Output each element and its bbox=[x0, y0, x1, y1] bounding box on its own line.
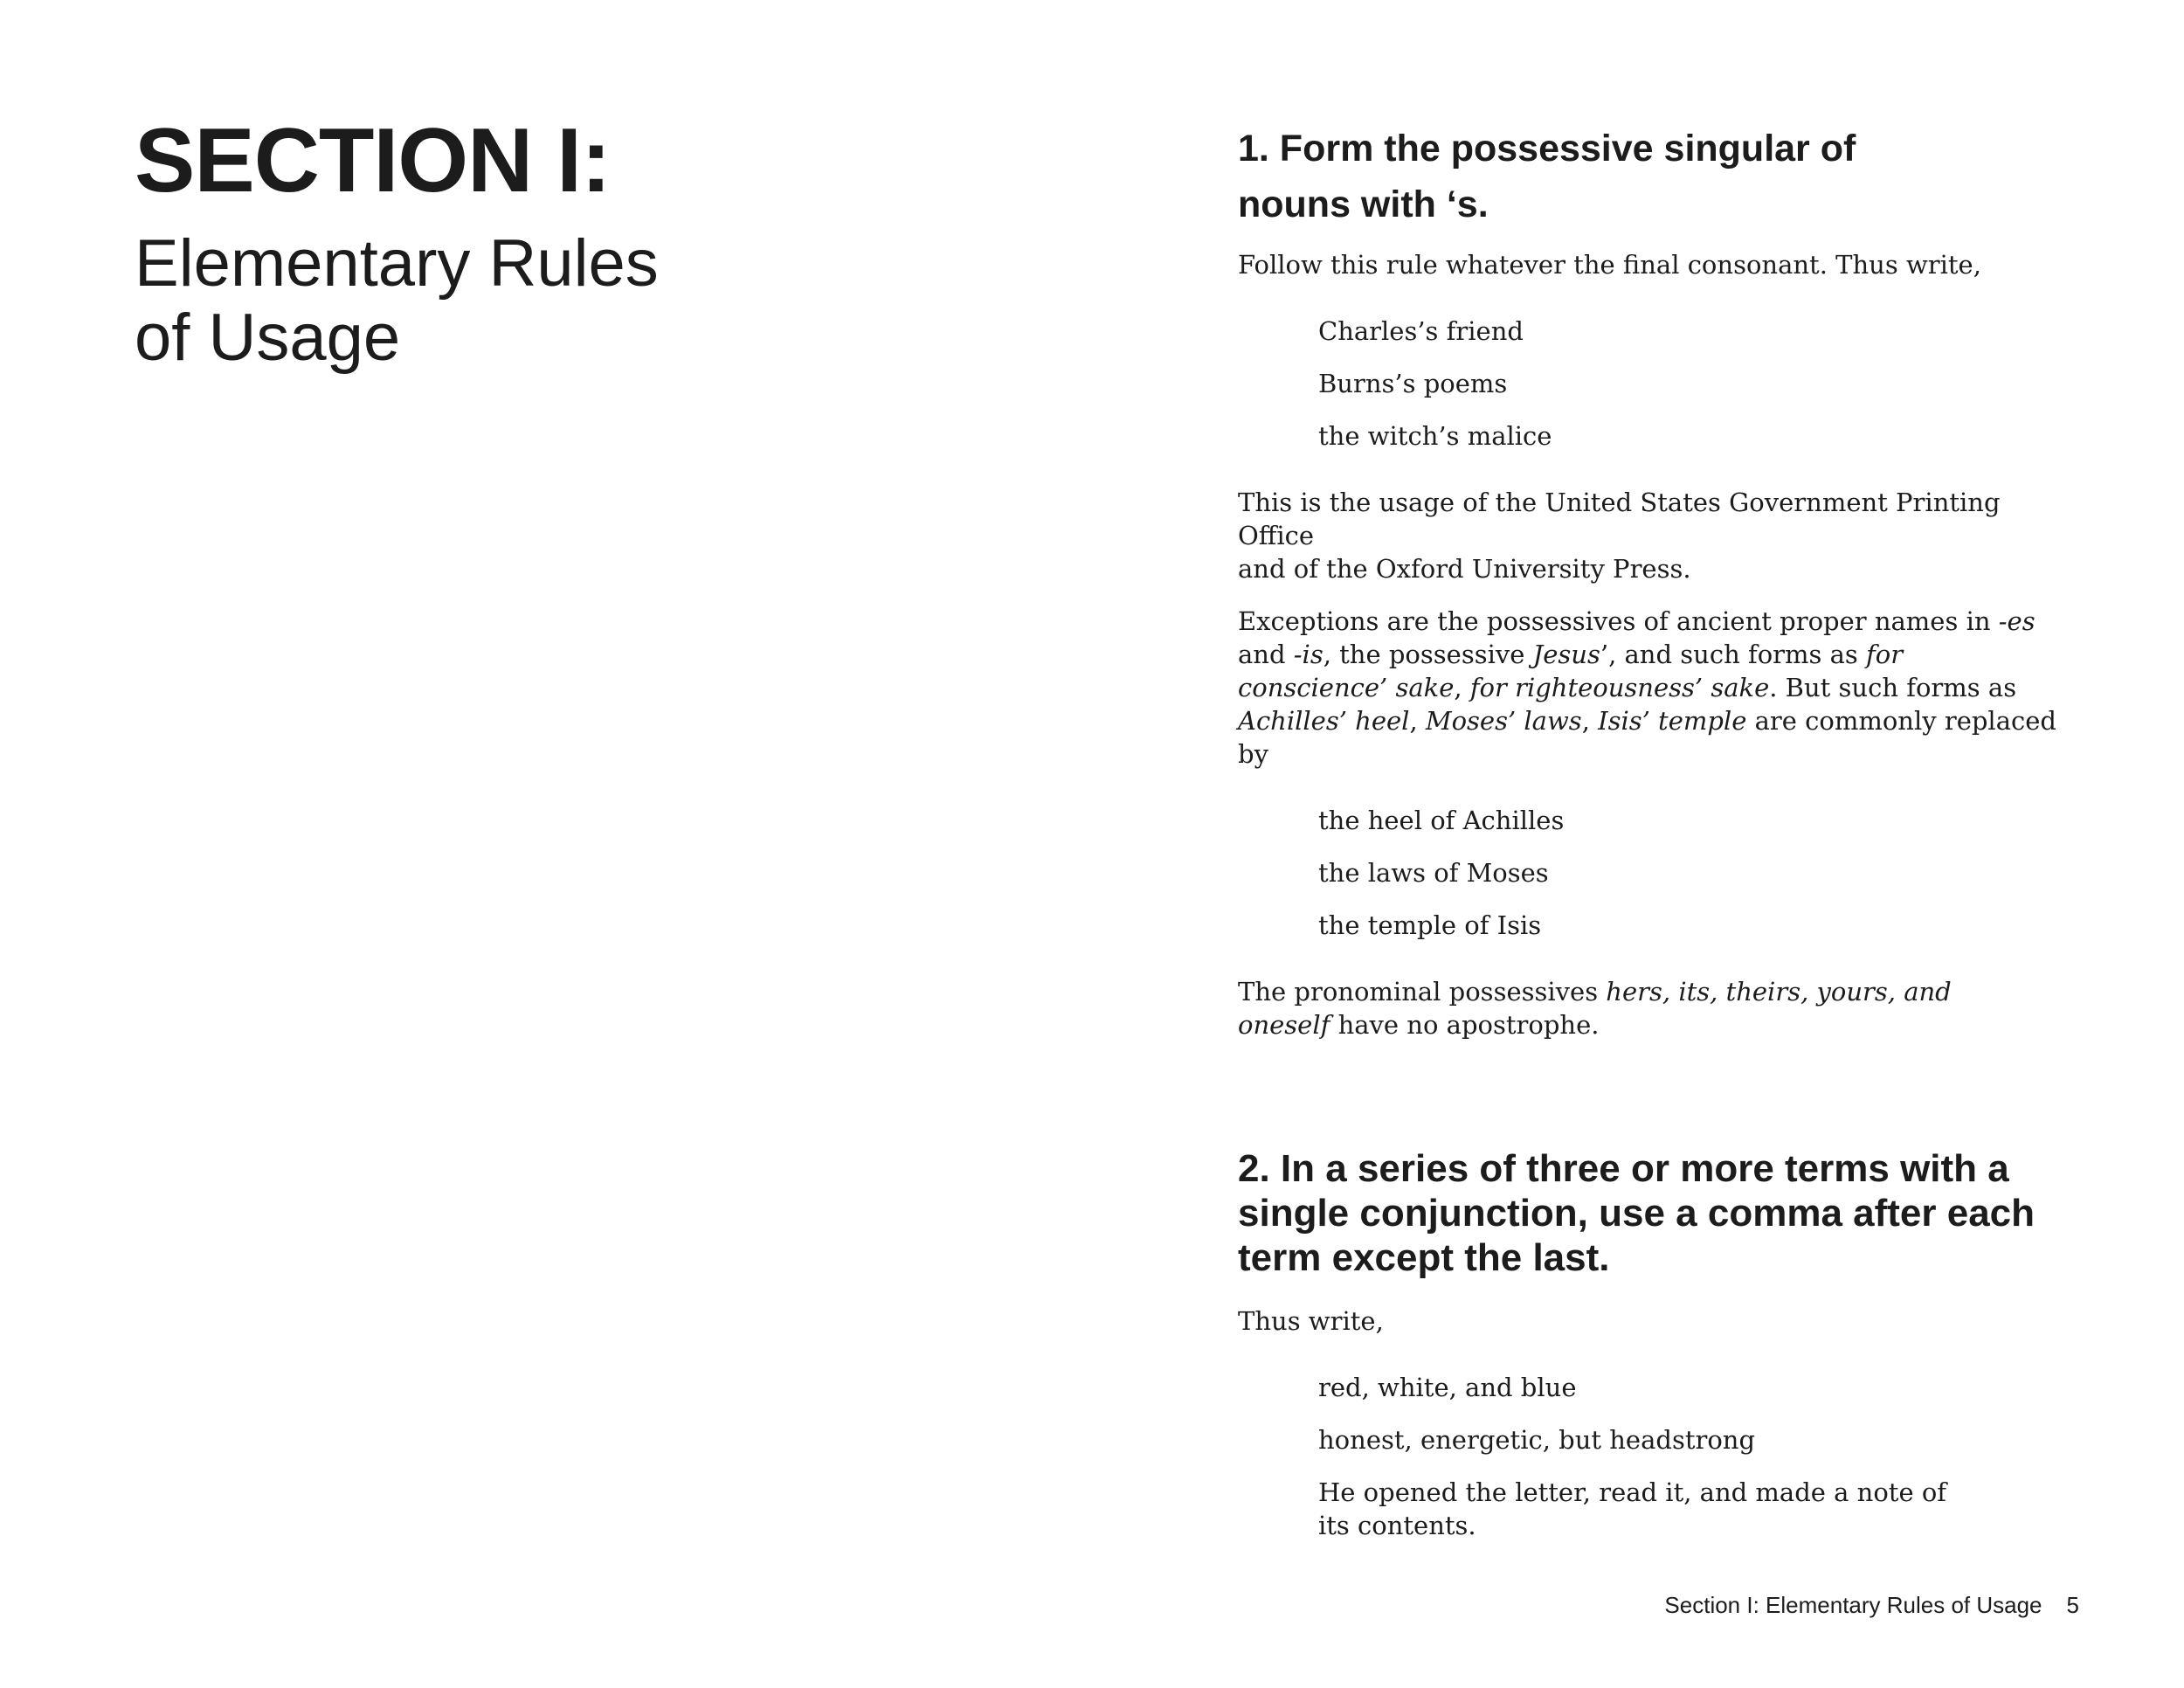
italic-term: Moses’ laws bbox=[1425, 706, 1582, 736]
rule-2-intro: Thus write, bbox=[1238, 1306, 1384, 1336]
example-item: honest, energetic, but headstrong bbox=[1318, 1425, 1756, 1455]
text-run: , bbox=[1581, 706, 1599, 736]
usage-note-line-2: and of the Oxford University Press. bbox=[1238, 554, 1691, 584]
usage-note-line-1: This is the usage of the United States Government Printing Office bbox=[1238, 488, 2001, 550]
page-number: 5 bbox=[2066, 1592, 2079, 1618]
rule-2-examples bbox=[1238, 1371, 1954, 1542]
replacement-item: the laws of Moses bbox=[1318, 858, 1549, 888]
italic-term: for conscience’ sake bbox=[1238, 640, 1904, 702]
section-heading: SECTION I: bbox=[135, 110, 611, 211]
section-subtitle-line-1: Elementary Rules bbox=[135, 226, 659, 301]
left-page bbox=[135, 110, 921, 376]
page-footer bbox=[0, 1592, 2079, 1619]
text-run: , bbox=[1409, 706, 1426, 736]
text-run: . But such forms as bbox=[1769, 673, 2017, 702]
italic-term: -is bbox=[1293, 640, 1324, 669]
example-item: Burns’s poems bbox=[1318, 369, 1508, 398]
text-run: , bbox=[1454, 673, 1470, 702]
running-title: Section I: Elementary Rules of Usage bbox=[1664, 1592, 2042, 1618]
italic-term: Achilles’ heel bbox=[1238, 706, 1410, 736]
rule-1-pronominal-note bbox=[1238, 975, 1954, 1041]
text-run: are commonly replaced by bbox=[1238, 706, 2056, 769]
rule-1-examples bbox=[1238, 315, 2059, 453]
right-page bbox=[1238, 121, 2059, 1561]
section-subtitle-line-2: of Usage bbox=[135, 301, 401, 376]
replacement-item: the heel of Achilles bbox=[1318, 806, 1565, 835]
rule-1-heading bbox=[1238, 121, 1902, 232]
text-run: have no apostrophe. bbox=[1330, 1010, 1600, 1040]
italic-term: Isis’ temple bbox=[1598, 706, 1747, 736]
rule-1-heading-line-2: nouns with ‘s. bbox=[1238, 183, 1489, 225]
example-item: Charles’s friend bbox=[1318, 316, 1524, 346]
section-subtitle bbox=[135, 226, 921, 375]
rule-1-intro: Follow this rule whatever the final consonant. Thus write, bbox=[1238, 250, 1981, 280]
rule-1-heading-line-1: 1. Form the possessive singular of bbox=[1238, 128, 1856, 169]
italic-term: Jesus bbox=[1532, 640, 1600, 669]
text-run: , the possessive bbox=[1323, 640, 1533, 669]
text-run: and bbox=[1238, 640, 1294, 669]
example-item: red, white, and blue bbox=[1318, 1373, 1577, 1402]
italic-term: -es bbox=[1998, 606, 2035, 636]
replacement-item: the temple of Isis bbox=[1318, 910, 1542, 940]
rule-1-replacements bbox=[1238, 804, 2059, 942]
example-item: the witch’s malice bbox=[1318, 421, 1552, 451]
example-item: He opened the letter, read it, and made a note of its contents. bbox=[1318, 1477, 1947, 1540]
text-run: Exceptions are the possessives of ancient proper names in bbox=[1238, 606, 1999, 636]
italic-term: hers, its, theirs, yours, and oneself bbox=[1238, 977, 1952, 1040]
rule-1-usage-note bbox=[1238, 486, 2059, 585]
text-run: The pronominal possessives bbox=[1238, 977, 1607, 1007]
rule-2-heading: 2. In a series of three or more terms with a single conjunction, use a comma after each term except the last. bbox=[1238, 1147, 2035, 1279]
italic-term: for righteousness’ sake bbox=[1469, 673, 1770, 702]
text-run: ’, and such forms as bbox=[1600, 640, 1867, 669]
rule-1-exceptions bbox=[1238, 605, 2059, 771]
